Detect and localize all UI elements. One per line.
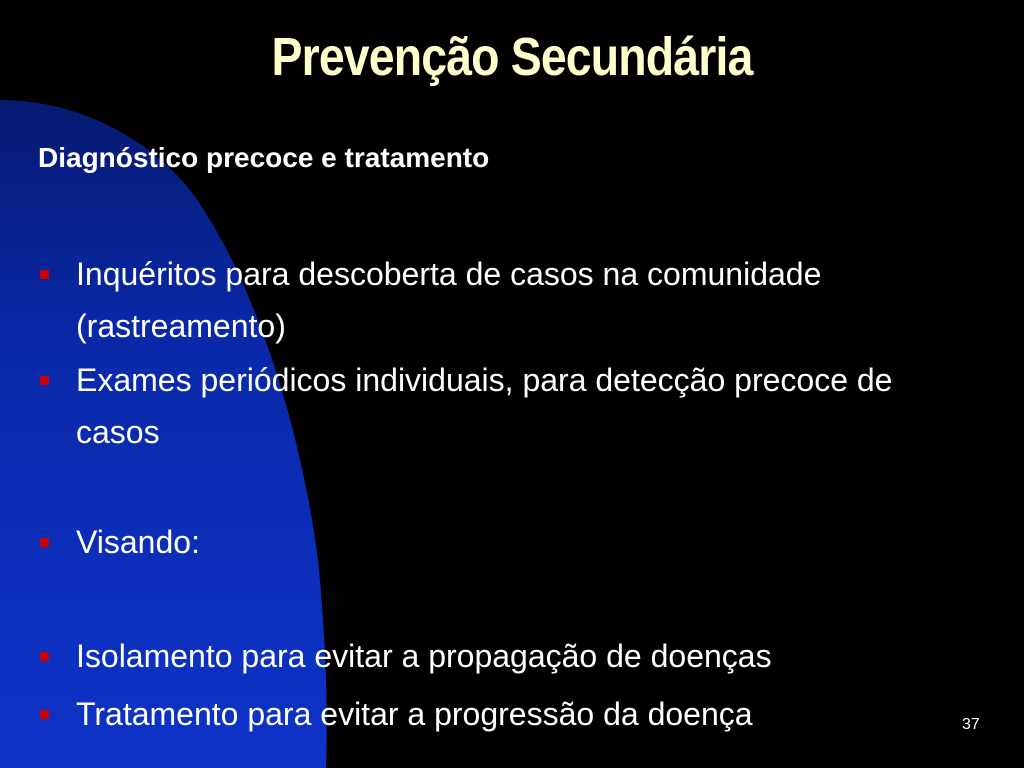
page-number: 37 xyxy=(962,716,980,733)
bullet-item xyxy=(36,516,936,568)
red-square-icon xyxy=(40,652,49,661)
bullet-item xyxy=(36,248,936,352)
bullet-text: Exames periódicos individuais, para detecção precoce de casos xyxy=(76,362,893,450)
red-square-icon xyxy=(40,270,49,279)
bullet-text: Visando: xyxy=(76,524,200,560)
slide-title: Prevenção Secundária xyxy=(271,27,753,87)
bullet-item xyxy=(36,354,936,458)
red-square-icon xyxy=(40,710,49,719)
bullet-text: Inquéritos para descoberta de casos na comunidade (rastreamento) xyxy=(76,256,822,344)
bullet-text: Isolamento para evitar a propagação de doenças xyxy=(76,638,772,674)
slide-subtitle: Diagnóstico precoce e tratamento xyxy=(38,142,490,173)
red-square-icon xyxy=(40,376,49,385)
red-square-icon xyxy=(40,538,49,547)
bullet-text: Tratamento para evitar a progressão da doença xyxy=(76,696,753,732)
bullet-item xyxy=(36,688,936,740)
bullet-item xyxy=(36,630,936,682)
